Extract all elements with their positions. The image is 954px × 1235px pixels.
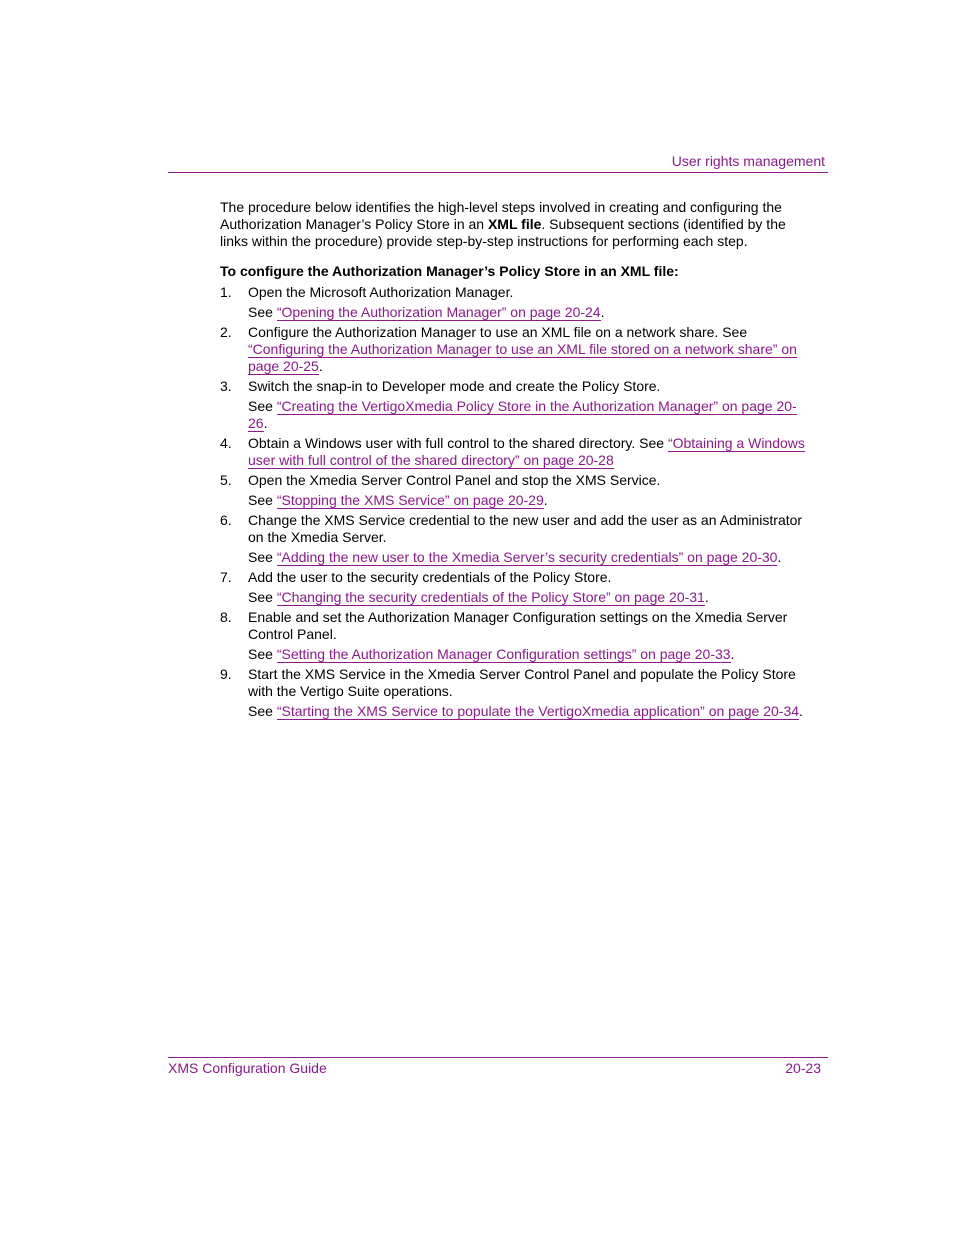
footer-doc-title: XMS Configuration Guide bbox=[168, 1060, 327, 1076]
step-item bbox=[220, 472, 810, 509]
step-item bbox=[220, 284, 810, 321]
step-number: 5. bbox=[220, 472, 232, 488]
procedure-title: To configure the Authorization Manager’s Policy Store in an XML file: bbox=[220, 263, 679, 279]
step-number: 1. bbox=[220, 284, 232, 300]
see-line: See “Creating the VertigoXmedia Policy Store in the Authorization Manager” on page 20-26. bbox=[248, 398, 797, 431]
step-text: Obtain a Windows user with full control to the shared directory. See “Obtaining a Windows user with full control of the shared directory” on page 20-28 bbox=[248, 435, 805, 468]
step-number: 4. bbox=[220, 435, 232, 451]
step-text: Configure the Authorization Manager to use an XML file on a network share. See “Configuring the Authorization Manager to use an XML file stored on a network share” on page 20-25. bbox=[248, 324, 797, 374]
step-text: Open the Xmedia Server Control Panel and stop the XMS Service. bbox=[248, 472, 661, 488]
step-text: Change the XMS Service credential to the new user and add the user as an Administrator on the Xmedia Server. bbox=[248, 512, 803, 545]
step-text: Enable and set the Authorization Manager Configuration settings on the Xmedia Server Control Panel. bbox=[248, 609, 788, 642]
step-item bbox=[220, 569, 810, 606]
cross-reference-link[interactable]: “Changing the security credentials of the Policy Store” on page 20-31 bbox=[276, 589, 705, 605]
see-line: See “Opening the Authorization Manager” on page 20-24. bbox=[248, 304, 605, 320]
step-item bbox=[220, 378, 810, 432]
step-number: 9. bbox=[220, 666, 232, 682]
step-item bbox=[220, 666, 810, 720]
see-line: See “Setting the Authorization Manager Configuration settings” on page 20-33. bbox=[248, 646, 735, 662]
footer-rule bbox=[168, 1057, 828, 1058]
step-text: Add the user to the security credentials of the Policy Store. bbox=[248, 569, 612, 585]
cross-reference-link[interactable]: “Opening the Authorization Manager” on page 20-24 bbox=[276, 304, 601, 320]
step-text: Open the Microsoft Authorization Manager. bbox=[248, 284, 514, 300]
step-text: Switch the snap-in to Developer mode and create the Policy Store. bbox=[248, 378, 661, 394]
cross-reference-link[interactable]: “Stopping the XMS Service” on page 20-29 bbox=[276, 492, 544, 508]
step-item bbox=[220, 609, 810, 663]
step-number: 6. bbox=[220, 512, 232, 528]
cross-reference-link[interactable]: “Configuring the Authorization Manager to use an XML file stored on a network share” on page 20-25 bbox=[248, 341, 797, 374]
see-line: See “Adding the new user to the Xmedia Server’s security credentials” on page 20-30. bbox=[248, 549, 782, 565]
see-line: See “Changing the security credentials of the Policy Store” on page 20-31. bbox=[248, 589, 709, 605]
cross-reference-link[interactable]: “Starting the XMS Service to populate the VertigoXmedia application” on page 20-34 bbox=[276, 703, 800, 719]
see-line: See “Starting the XMS Service to populate the VertigoXmedia application” on page 20-34. bbox=[248, 703, 803, 719]
step-item bbox=[220, 324, 810, 375]
step-number: 2. bbox=[220, 324, 232, 340]
step-text: Start the XMS Service in the Xmedia Server Control Panel and populate the Policy Store with the Vertigo Suite operations. bbox=[248, 666, 796, 699]
cross-reference-link[interactable]: “Obtaining a Windows user with full control of the shared directory” on page 20-28 bbox=[248, 435, 805, 468]
cross-reference-link[interactable]: “Adding the new user to the Xmedia Server’s security credentials” on page 20-30 bbox=[276, 549, 778, 565]
procedure-steps bbox=[220, 284, 810, 720]
cross-reference-link[interactable]: “Creating the VertigoXmedia Policy Store in the Authorization Manager” on page 20-26 bbox=[248, 398, 797, 431]
page-content bbox=[220, 199, 810, 720]
step-number: 7. bbox=[220, 569, 232, 585]
step-item bbox=[220, 512, 810, 566]
step-number: 8. bbox=[220, 609, 232, 625]
step-number: 3. bbox=[220, 378, 232, 394]
intro-bold: XML file bbox=[487, 216, 542, 232]
step-item bbox=[220, 435, 810, 469]
page-number: 20-23 bbox=[785, 1060, 821, 1076]
header-rule bbox=[168, 172, 828, 173]
see-line: See “Stopping the XMS Service” on page 20-29. bbox=[248, 492, 548, 508]
running-header: User rights management bbox=[671, 153, 825, 169]
intro-paragraph: The procedure below identifies the high-level steps involved in creating and configuring the Authorization Manager’s Policy Store in an XML file. Subsequent sections (identified by the links within the procedure) provide step-by-step instructions for performing each step. bbox=[220, 199, 786, 249]
cross-reference-link[interactable]: “Setting the Authorization Manager Configuration settings” on page 20-33 bbox=[276, 646, 731, 662]
